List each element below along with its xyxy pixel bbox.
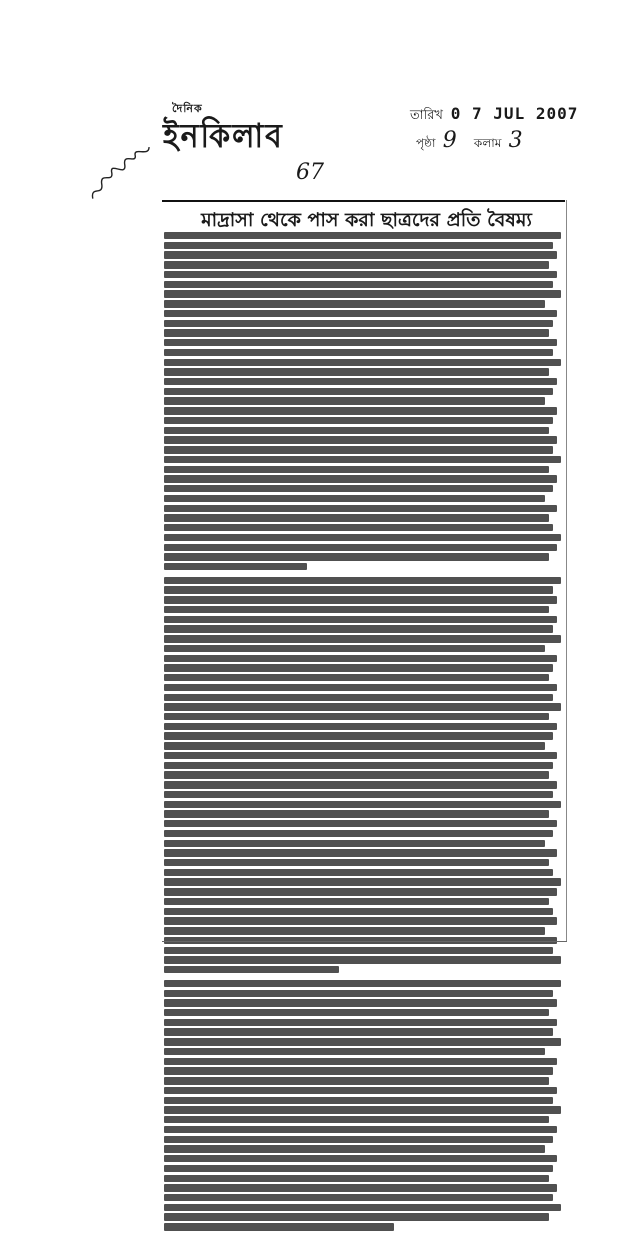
text-line bbox=[164, 577, 561, 584]
text-line bbox=[164, 684, 557, 691]
text-line bbox=[164, 980, 561, 987]
text-line bbox=[164, 1097, 553, 1104]
stamp-date-label: তারিখ bbox=[410, 108, 443, 123]
handwritten-margin-note bbox=[82, 139, 161, 209]
text-line bbox=[164, 645, 545, 652]
text-line bbox=[164, 664, 553, 671]
text-line bbox=[164, 781, 557, 788]
text-line bbox=[164, 329, 549, 336]
text-line bbox=[164, 505, 557, 512]
text-line bbox=[164, 485, 553, 492]
text-line bbox=[164, 1019, 557, 1026]
text-line bbox=[164, 1165, 553, 1172]
text-line bbox=[164, 849, 557, 856]
article-paragraph bbox=[164, 577, 561, 974]
text-line bbox=[164, 466, 549, 473]
text-line bbox=[164, 1038, 561, 1045]
text-line bbox=[164, 1077, 549, 1084]
text-line bbox=[164, 378, 557, 385]
text-line bbox=[164, 791, 553, 798]
text-line bbox=[164, 830, 553, 837]
text-line bbox=[164, 563, 307, 570]
text-line bbox=[164, 908, 553, 915]
text-line bbox=[164, 1116, 549, 1123]
text-line bbox=[164, 475, 557, 482]
text-line bbox=[164, 742, 545, 749]
stamp-page-label: পৃষ্ঠা bbox=[416, 136, 436, 150]
text-line bbox=[164, 703, 561, 710]
text-line bbox=[164, 869, 553, 876]
text-line bbox=[164, 917, 557, 924]
text-line bbox=[164, 544, 557, 551]
clipping-stamp bbox=[410, 104, 579, 153]
text-line bbox=[164, 1028, 553, 1035]
text-line bbox=[164, 625, 553, 632]
text-line bbox=[164, 310, 557, 317]
article-body bbox=[164, 232, 561, 1233]
text-line bbox=[164, 553, 549, 560]
article-headline: মাদ্রাসা থেকে পাস করা ছাত্রদের প্রতি বৈষম্য bbox=[201, 209, 532, 231]
text-line bbox=[164, 878, 561, 885]
text-line bbox=[164, 427, 549, 434]
text-line bbox=[164, 534, 561, 541]
text-line bbox=[164, 1223, 394, 1230]
text-line bbox=[164, 616, 557, 623]
text-line bbox=[164, 251, 557, 258]
text-line bbox=[164, 596, 557, 603]
text-line bbox=[164, 1155, 557, 1162]
text-line bbox=[164, 990, 553, 997]
text-line bbox=[164, 456, 561, 463]
text-line bbox=[164, 898, 549, 905]
text-line bbox=[164, 999, 557, 1006]
text-line bbox=[164, 320, 553, 327]
text-line bbox=[164, 956, 561, 963]
text-line bbox=[164, 1126, 557, 1133]
text-line bbox=[164, 694, 553, 701]
text-line bbox=[164, 261, 549, 268]
text-line bbox=[164, 339, 557, 346]
text-line bbox=[164, 417, 553, 424]
article-top-rule bbox=[162, 200, 565, 202]
text-line bbox=[164, 606, 549, 613]
text-line bbox=[164, 1184, 557, 1191]
text-line bbox=[164, 1067, 553, 1074]
text-line bbox=[164, 1145, 545, 1152]
text-line bbox=[164, 388, 553, 395]
text-line bbox=[164, 713, 549, 720]
text-line bbox=[164, 810, 549, 817]
text-line bbox=[164, 281, 553, 288]
text-line bbox=[164, 300, 545, 307]
text-line bbox=[164, 762, 553, 769]
text-line bbox=[164, 242, 553, 249]
text-line bbox=[164, 1058, 557, 1065]
text-line bbox=[164, 407, 557, 414]
text-line bbox=[164, 771, 549, 778]
text-line bbox=[164, 1009, 549, 1016]
text-line bbox=[164, 586, 553, 593]
text-line bbox=[164, 397, 545, 404]
text-line bbox=[164, 290, 561, 297]
text-line bbox=[164, 524, 553, 531]
text-line bbox=[164, 635, 561, 642]
text-line bbox=[164, 446, 553, 453]
text-line bbox=[164, 888, 557, 895]
text-line bbox=[164, 1204, 561, 1211]
text-line bbox=[164, 436, 557, 443]
text-line bbox=[164, 359, 561, 366]
text-line bbox=[164, 801, 561, 808]
article-right-rule bbox=[566, 200, 567, 942]
newspaper-masthead: ইনকিলাব bbox=[163, 117, 284, 156]
handwritten-file-number: 67 bbox=[296, 160, 324, 185]
text-line bbox=[164, 1213, 549, 1220]
text-line bbox=[164, 1106, 561, 1113]
text-line bbox=[164, 514, 549, 521]
text-line bbox=[164, 495, 545, 502]
text-line bbox=[164, 723, 557, 730]
text-line bbox=[164, 232, 561, 239]
newspaper-label: দৈনিক bbox=[172, 102, 203, 115]
text-line bbox=[164, 368, 549, 375]
stamp-date-value: 0 7 JUL 2007 bbox=[450, 104, 579, 123]
newspaper-article bbox=[160, 200, 565, 942]
article-paragraph bbox=[164, 232, 561, 570]
text-line bbox=[164, 1136, 553, 1143]
text-line bbox=[164, 820, 557, 827]
stamp-column-label: কলাম bbox=[473, 136, 502, 150]
text-line bbox=[164, 1194, 553, 1201]
text-line bbox=[164, 1087, 557, 1094]
text-line bbox=[164, 840, 545, 847]
text-line bbox=[164, 732, 553, 739]
text-line bbox=[164, 349, 553, 356]
text-line bbox=[164, 752, 557, 759]
text-line bbox=[164, 859, 549, 866]
article-paragraph bbox=[164, 980, 561, 1231]
text-line bbox=[164, 1048, 545, 1055]
stamp-column-value: 3 bbox=[508, 128, 523, 153]
text-line bbox=[164, 674, 549, 681]
article-bottom-rule bbox=[162, 941, 567, 942]
stamp-page-value: 9 bbox=[442, 128, 457, 153]
text-line bbox=[164, 271, 557, 278]
text-line bbox=[164, 1175, 549, 1182]
text-line bbox=[164, 655, 557, 662]
text-line bbox=[164, 927, 545, 934]
text-line bbox=[164, 947, 553, 954]
text-line bbox=[164, 966, 339, 973]
signature-scribble-icon bbox=[82, 139, 159, 206]
